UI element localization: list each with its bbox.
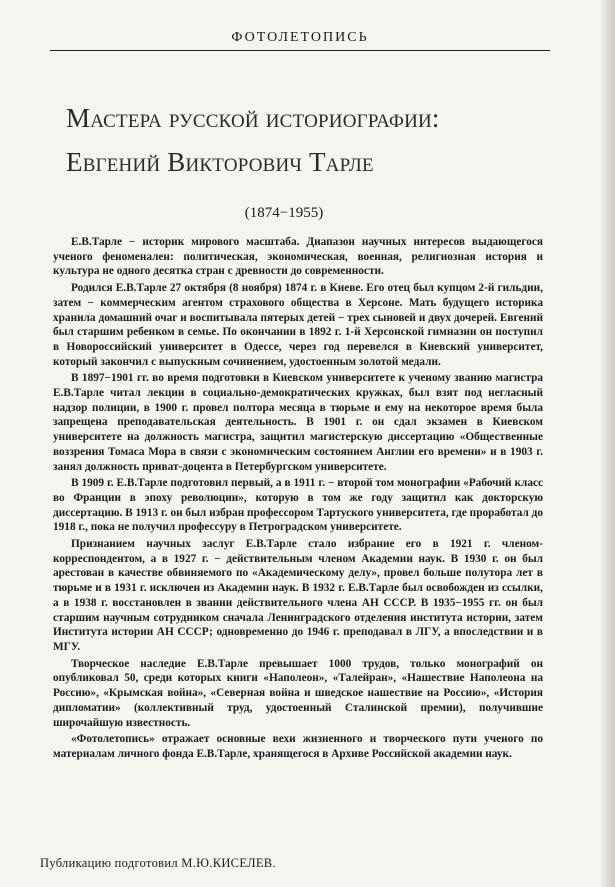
paragraph: Е.В.Тарле − историк мирового масштаба. Диапазон научных интересов выдающегося ученого феноменален: политическая, экономическая, военная, религиозная история и культура не одного десятка стран с древности до современности. (53, 236, 543, 278)
paragraph: Родился Е.В.Тарле 27 октября (8 ноября) 1874 г. в Киеве. Его отец был купцом 2-й гильдии, затем − коммерческим агентом страхового общества в Херсоне. Мать будущего историка хранила домашний очаг и воспитывала пятерых детей − трех сыновей и двух дочерей. Евгений был старшим ребенком в семье. По окончании в 1892 г. 1-й Херсонской гимназии он поступил в Новороссийский университет в Одессе, через год перевелся в Киевский университет, который закончил с выпускным сочинением, удостоенным золотой медали. (53, 282, 543, 368)
paragraph: В 1897−1901 гг. во время подготовки в Киевском университете к ученому званию магистра Е.В.Тарле читал лекции в социально-демократических кружках, был взят под негласный надзор полиции, в 1900 г. провел полтора месяца в тюрьме и ему на некоторое время была запрещена преподавательская деятельность. В 1901 г. он сдал экзамен в Киевском университете на должность магистра, защитил магистерскую диссертацию «Общественные воззрения Томаса Мора в связи с экономическим состоянием Англии его времени» и в 1903 г. занял должность приват-доцента в Петербургском университете. (53, 372, 543, 473)
header-rule (50, 50, 550, 51)
article-title-line-2: Евгений Викторович Тарле (66, 147, 374, 177)
article-title (66, 96, 586, 184)
section-header: ФОТОЛЕТОПИСЬ (231, 30, 369, 45)
paragraph: Творческое наследие Е.В.Тарле превышает 1000 трудов, только монографий он опубликовал 50, среди которых книги «Наполеон», «Талейран», «Нашествие Наполеона на Россию», «Крымская война», «Северная война и шведское нашествие на Россию», «История дипломатии» (коллективный труд, удостоенный Сталинской премии), получившие широчайшую известность. (53, 657, 543, 729)
life-years: (1874−1955) (244, 205, 324, 221)
article-title-line-1: Мастера русской историографии: (66, 103, 440, 133)
paragraph: В 1909 г. Е.В.Тарле подготовил первый, а в 1911 г. − второй том монографии «Рабочий класс во Франции в эпоху революции», которую в том же году защитил как докторскую диссертацию. В 1913 г. он был избран профессором Тартуского университета, где проработал до 1918 г., пока не получил профессуру в Петроградском университете. (53, 477, 544, 534)
article-body (53, 235, 543, 764)
paragraph: Признанием научных заслуг Е.В.Тарле стало избрание его в 1921 г. членом-корреспондентом, а в 1927 г. − действительным членом Академии наук. В 1930 г. он был арестован в качестве обвиняемого по «Академическому делу», провел больше полутора лет в тюрьме и в 1931 г. исключен из Академии наук. В 1932 г. Е.В.Тарле был освобожден из ссылки, а в 1938 г. восстановлен в звании действительного члена АН СССР. В 1935−1955 гг. он был старшим научным сотрудником сначала Ленинградского отделения института истории, затем Института истории АН СССР; одновременно до 1946 г. преподавал в ЛГУ, а впоследствии и в МГУ. (53, 538, 543, 653)
page-edge-shadow (599, 0, 615, 887)
publication-credit: Публикацию подготовил М.Ю.КИСЕЛЕВ. (40, 856, 276, 870)
paragraph: «Фотолетопись» отражает основные вехи жизненного и творческого пути ученого по материалам личного фонда Е.В.Тарле, хранящегося в Архиве Российской академии наук. (53, 733, 543, 760)
